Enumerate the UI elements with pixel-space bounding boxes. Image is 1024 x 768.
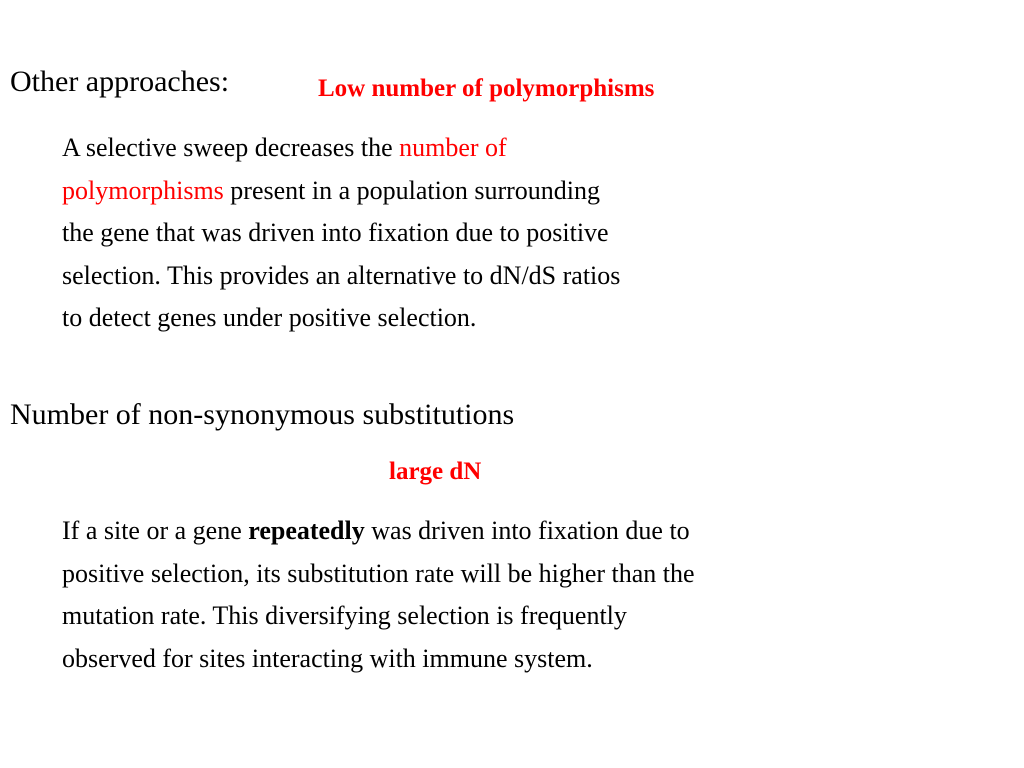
section1-line-1-text: A selective sweep decreases the: [62, 133, 400, 162]
section1-highlight-number-of: number of: [399, 133, 507, 162]
section1-line-5: to detect genes under positive selection.: [62, 303, 477, 332]
section2-line-1-text-a: If a site or a gene: [62, 516, 249, 545]
section2-line-1-text-b: was driven into fixation due to: [364, 516, 690, 545]
section1-paragraph: [62, 127, 620, 340]
section2-line-1: [62, 510, 695, 553]
section1-line-2-text: present in a population surrounding: [223, 175, 601, 205]
section1-heading: Other approaches:: [10, 65, 230, 98]
section1-line-2: [62, 170, 620, 213]
section1-line-3: the gene that was driven into fixation due to positive: [62, 218, 609, 247]
section2-bold-repeatedly: repeatedly: [248, 516, 365, 545]
section2-subheading: large dN: [389, 458, 482, 485]
section1-line-1: [62, 127, 620, 170]
section2-paragraph: [62, 510, 695, 680]
section2-line-3: mutation rate. This diversifying selection is frequently: [62, 601, 627, 630]
section1-highlight-polymorphisms: polymorphisms: [62, 175, 224, 205]
section2-line-2: positive selection, its substitution rate will be higher than the: [62, 558, 695, 588]
section2-heading: Number of non-synonymous substitutions: [10, 398, 515, 431]
section1-line-4: selection. This provides an alternative to dN/dS ratios: [62, 260, 621, 290]
section2-line-4: observed for sites interacting with immune system.: [62, 643, 593, 673]
section1-subheading: Low number of polymorphisms: [318, 75, 655, 102]
